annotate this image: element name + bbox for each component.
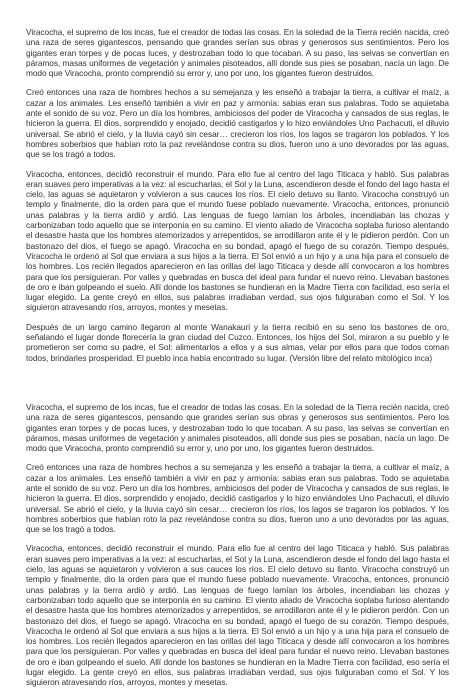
paragraph-flood: Creó entonces una raza de hombres hechos a su semejanza y les enseñó a trabajar la tierra, a cultivar el maíz, a cazar a los animales. Les enseñó también a vivir en paz y armonía: sabias eran sus palabras. Todo se aquietaba ante el sonido de su voz. Pero un día los hombres, ambiciosos del poder de Viracocha y cansados de sus reglas, le hicieron la guerra. El dios, sorprendido y enojado, decidió castigarlos y lo hizo enviándoles Uno Pachacuti, el diluvio universal. Se abrió el cielo, y la lluvia cayó sin cesar… crecieron los ríos, los lagos se tragaron los poblados. Y los hombres soberbios que habían roto la paz revelándose contra su dios, fueron uno a uno devorados por las aguas, que se los tragó a todos. [26,87,449,160]
paragraph-rebuild: Viracocha, entonces, decidió reconstruir el mundo. Para ello fue al centro del lago Titicaca y habló. Sus palabras eran suaves pero imperativas a la vez: al escucharlas, el Sol y la Luna, ascendieron desde el fondo del lago hasta el cielo, las aguas se aquietaron y volvieron a sus cauces los ríos. El cielo detuvo su llanto. Viracocha construyó un templo y finalmente, dio la orden para que el mundo fuese poblado nuevamente. Viracocha, entonces, pronunció unas palabras y la tierra ardió y ardió. Las lenguas de fuego lamían los árboles, incendiaban las chozas y carbonizaban todo aquello que se interponía en su camino. El viento aliado de Viracocha soplaba furioso alentando el desastre hasta que los hombres atemorizados y arrepentidos, se arrodillaron ante él y le pidieron perdón. Con un bastonazo del dios, el fuego se apagó. Viracocha en su bondad, apagó el fuego de su corazón. Tiempo después, Viracocha le ordenó al Sol que enviara a sus hijos a la tierra. El Sol envió a un hijo y a una hija para el consuelo de los hombres. Los recién llegados aparecieron en las orillas del lago Titicaca y desde allí convocaron a los hombres para que los persiguieran. Por valles y quebradas en busca del ideal para fundar el nuevo reino. Llevaban bastones de oro e iban golpeando el suelo. Allí donde los bastones se hundieran en la Madre Tierra con facilidad, eso sería el lugar elegido. La gente creyó en ellos, sus palabras irradiaban verdad, sus ojos fulguraban como el Sol. Y los siguieron atravesando ríos, arroyos, montes y mesetas. [26,168,449,313]
page-gap [26,372,449,402]
document-body [26,27,449,697]
paragraph-creation: Viracocha, el supremo de los incas, fue el creador de todas las cosas. En la soledad de la Tierra recién nacida, creó una raza de seres gigantescos, pensando que grandes serían sus obras y generosos sus sentimientos. Pero los gigantes eran torpes y de pocas luces, y destrozaban todo lo que tocaban. A su paso, las selvas se convertían en páramos, masas uniformes de vegetación y animales pisoteados, allí donde sus pies se posaban, nacía un lago. De modo que Viracocha, pronto comprendió su error y, uno por uno, los gigantes fueron destruidos. [26,27,449,79]
paragraph-flood-repeat: Creó entonces una raza de hombres hechos a su semejanza y les enseñó a trabajar la tierra, a cultivar el maíz, a cazar a los animales. Les enseñó también a vivir en paz y armonía: sabias eran sus palabras. Todo se aquietaba ante el sonido de su voz. Pero un día los hombres, ambiciosos del poder de Viracocha y cansados de sus reglas, le hicieron la guerra. El dios, sorprendido y enojado, decidió castigarlos y lo hizo enviándoles Uno Pachacuti, el diluvio universal. Se abrió el cielo, y la lluvia cayó sin cesar… crecieron los ríos, los lagos se tragaron los poblados. Y los hombres soberbios que habían roto la paz revelándose contra su dios, fueron uno a uno devorados por las aguas, que se los tragó a todos. [26,462,449,535]
paragraph-creation-repeat: Viracocha, el supremo de los incas, fue el creador de todas las cosas. En la soledad de la Tierra recién nacida, creó una raza de seres gigantescos, pensando que grandes serían sus obras y generosos sus sentimientos. Pero los gigantes eran torpes y de pocas luces, y destrozaban todo lo que tocaban. A su paso, las selvas se convertían en páramos, masas uniformes de vegetación y animales pisoteados, allí donde sus pies se posaban, nacía un lago. De modo que Viracocha, pronto comprendió su error y, uno por uno, los gigantes fueron destruidos. [26,401,449,454]
paragraph-rebuild-repeat: Viracocha, entonces, decidió reconstruir el mundo. Para ello fue al centro del lago Titicaca y habló. Sus palabras eran suaves pero imperativas a la vez: al escucharlas, el Sol y la Luna, ascendieron desde el fondo del lago hasta el cielo, las aguas se aquietaron y volvieron a sus cauces los ríos. El cielo detuvo su llanto. Viracocha construyó un templo y finalmente, dio la orden para que el mundo fuese poblado nuevamente. Viracocha, entonces, pronunció unas palabras y la tierra ardió y ardió. Las lenguas de fuego lamían los árboles, incendiaban las chozas y carbonizaban todo aquello que se interponía en su camino. El viento aliado de Viracocha soplaba furioso alentando el desastre hasta que los hombres atemorizados y arrepentidos, se arrodillaron ante él y le pidieron perdón. Con un bastonazo del dios, el fuego se apagó. Viracocha en su bondad, apagó el fuego de su corazón. Tiempo después, Viracocha le ordenó al Sol que enviara a sus hijos a la tierra. El Sol envió a un hijo y a una hija para el consuelo de los hombres. Los recién llegados aparecieron en las orillas del lago Titicaca y desde allí convocaron a los hombres para que los persiguieran. Por valles y quebradas en busca del ideal para fundar el nuevo reino. Llevaban bastones de oro e iban golpeando el suelo. Allí donde los bastones se hundieran en la Madre Tierra con facilidad, eso sería el lugar elegido. La gente creyó en ellos, sus palabras irradiaban verdad, sus ojos fulguraban como el Sol. Y los siguieron atravesando ríos, arroyos, montes y mesetas. [26,543,449,688]
paragraph-cuzco: Después de un largo camino llegaron al monte Wanakauri y la tierra recibió en su seno los bastones de oro, señalando el lugar donde florecería la gran ciudad del Cuzco. Entonces, los hijos del Sol, miraron a su pueblo y le prometieron ser como su padre, el Sol: alimentarlos a ellos y a sus almas, velar por ellos para que todos coman todos, brindarles prosperidad. El pueblo inca había encontrado su lugar. (Versión libre del relato mitológico inca) [26,321,449,363]
